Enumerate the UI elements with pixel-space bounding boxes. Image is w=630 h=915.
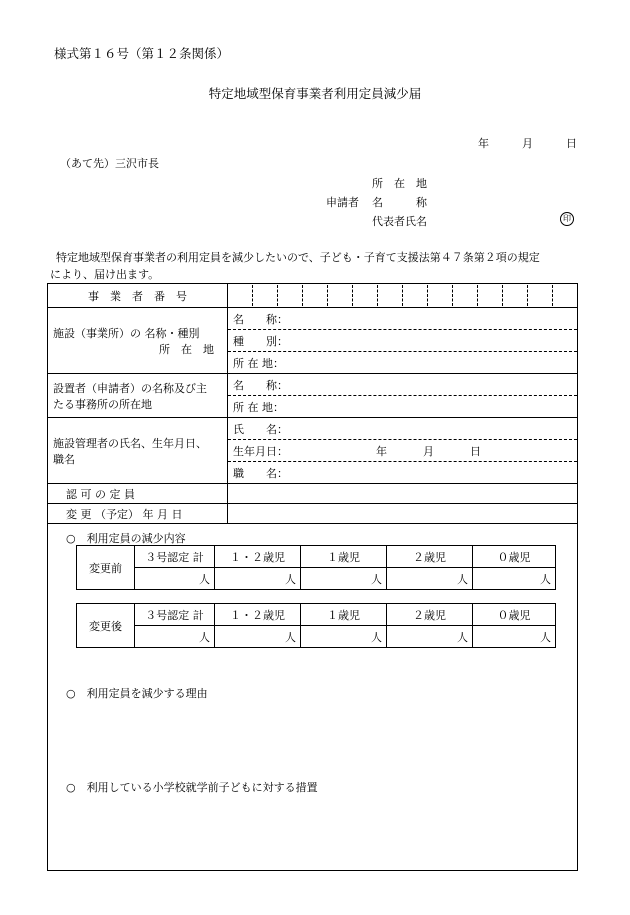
change-date-label: 変 更 （予定） 年 月 日 <box>48 504 228 524</box>
facility-label-line2: 所 在 地 <box>159 342 214 356</box>
after-age1-value[interactable]: 人 <box>301 626 387 648</box>
before-age1-value[interactable]: 人 <box>301 568 387 590</box>
addressee: （あて先）三沢市長 <box>60 157 159 170</box>
manager-label-line2: 職名 <box>53 452 75 466</box>
after-age2-value[interactable]: 人 <box>387 626 473 648</box>
facility-address-row[interactable]: 所 在 地： <box>233 356 284 370</box>
before-type3-value[interactable]: 人 <box>135 568 215 590</box>
founder-address-row[interactable]: 所 在 地： <box>233 400 284 414</box>
section-reduction-content: ○ 利用定員の減少内容 <box>66 532 186 545</box>
manager-birth-month: 月 <box>423 444 434 458</box>
founder-label <box>48 374 228 418</box>
manager-birth-label: 生年月日： <box>233 444 288 458</box>
facility-fields[interactable] <box>228 308 578 374</box>
capacity-table-before <box>76 545 556 590</box>
intro-text-line1: 特定地域型保育事業者の利用定員を減少したいので、子ども・子育て支援法第４７条第２項の規定 <box>56 251 540 264</box>
date-month: 月 <box>522 137 533 150</box>
after-age0-label: ０歳児 <box>473 604 556 626</box>
main-form-table <box>47 283 578 524</box>
after-age0-value[interactable]: 人 <box>473 626 556 648</box>
facility-label-line1: 施設（事業所）の 名称・種別 <box>53 326 200 340</box>
before-age0-value[interactable]: 人 <box>473 568 556 590</box>
date-year: 年 <box>478 137 489 150</box>
capacity-table-after <box>76 603 556 648</box>
form-number: 様式第１６号（第１２条関係） <box>54 46 230 61</box>
after-age12-value[interactable]: 人 <box>215 626 301 648</box>
section-measures: ○ 利用している小学校就学前子どもに対する措置 <box>66 781 318 794</box>
before-age2-label: ２歳児 <box>387 546 473 568</box>
intro-text-line2: により、届け出ます。 <box>50 268 160 281</box>
after-type3-label: ３号認定 計 <box>135 604 215 626</box>
manager-fields[interactable] <box>228 418 578 484</box>
manager-label <box>48 418 228 484</box>
approved-capacity-field[interactable] <box>228 484 578 504</box>
business-number-field[interactable] <box>228 284 578 308</box>
applicant-address-label: 所 在 地 <box>372 177 427 190</box>
measures-field[interactable] <box>48 795 576 869</box>
business-number-label: 事 業 者 番 号 <box>48 284 228 308</box>
after-label: 変更後 <box>77 604 135 648</box>
manager-title-row[interactable]: 職 名： <box>233 466 288 480</box>
submission-date <box>478 135 577 151</box>
before-age12-label: １・２歳児 <box>215 546 301 568</box>
seal-icon: 印 <box>560 212 574 226</box>
manager-birth-day: 日 <box>470 444 481 458</box>
founder-label-line2: たる事務所の所在地 <box>53 397 152 411</box>
manager-name-row[interactable]: 氏 名： <box>228 418 577 440</box>
applicant-rep-label: 代表者氏名 <box>372 215 427 228</box>
reason-field[interactable] <box>48 700 576 775</box>
applicant-role-label: 申請者 <box>326 196 359 209</box>
after-type3-value[interactable]: 人 <box>135 626 215 648</box>
before-age12-value[interactable]: 人 <box>215 568 301 590</box>
facility-label <box>48 308 228 374</box>
after-age2-label: ２歳児 <box>387 604 473 626</box>
before-age2-value[interactable]: 人 <box>387 568 473 590</box>
section-reason: ○ 利用定員を減少する理由 <box>66 687 208 700</box>
after-age12-label: １・２歳児 <box>215 604 301 626</box>
approved-capacity-label: 認 可 の 定 員 <box>48 484 228 504</box>
before-age0-label: ０歳児 <box>473 546 556 568</box>
before-age1-label: １歳児 <box>301 546 387 568</box>
manager-birth-row[interactable] <box>228 440 577 462</box>
manager-label-line1: 施設管理者の氏名、生年月日、 <box>53 436 207 450</box>
before-type3-label: ３号認定 計 <box>135 546 215 568</box>
applicant-name-label: 名 称 <box>372 196 427 209</box>
facility-name-row[interactable]: 名 称： <box>228 308 577 330</box>
date-day: 日 <box>566 137 577 150</box>
change-date-field[interactable] <box>228 504 578 524</box>
after-age1-label: １歳児 <box>301 604 387 626</box>
manager-birth-year: 年 <box>376 444 387 458</box>
founder-fields[interactable] <box>228 374 578 418</box>
facility-type-row[interactable]: 種 別： <box>228 330 577 352</box>
before-label: 変更前 <box>77 546 135 590</box>
founder-label-line1: 設置者（申請者）の名称及び主 <box>53 381 207 395</box>
page-title: 特定地域型保育事業者利用定員減少届 <box>208 86 422 101</box>
founder-name-row[interactable]: 名 称： <box>228 374 577 396</box>
